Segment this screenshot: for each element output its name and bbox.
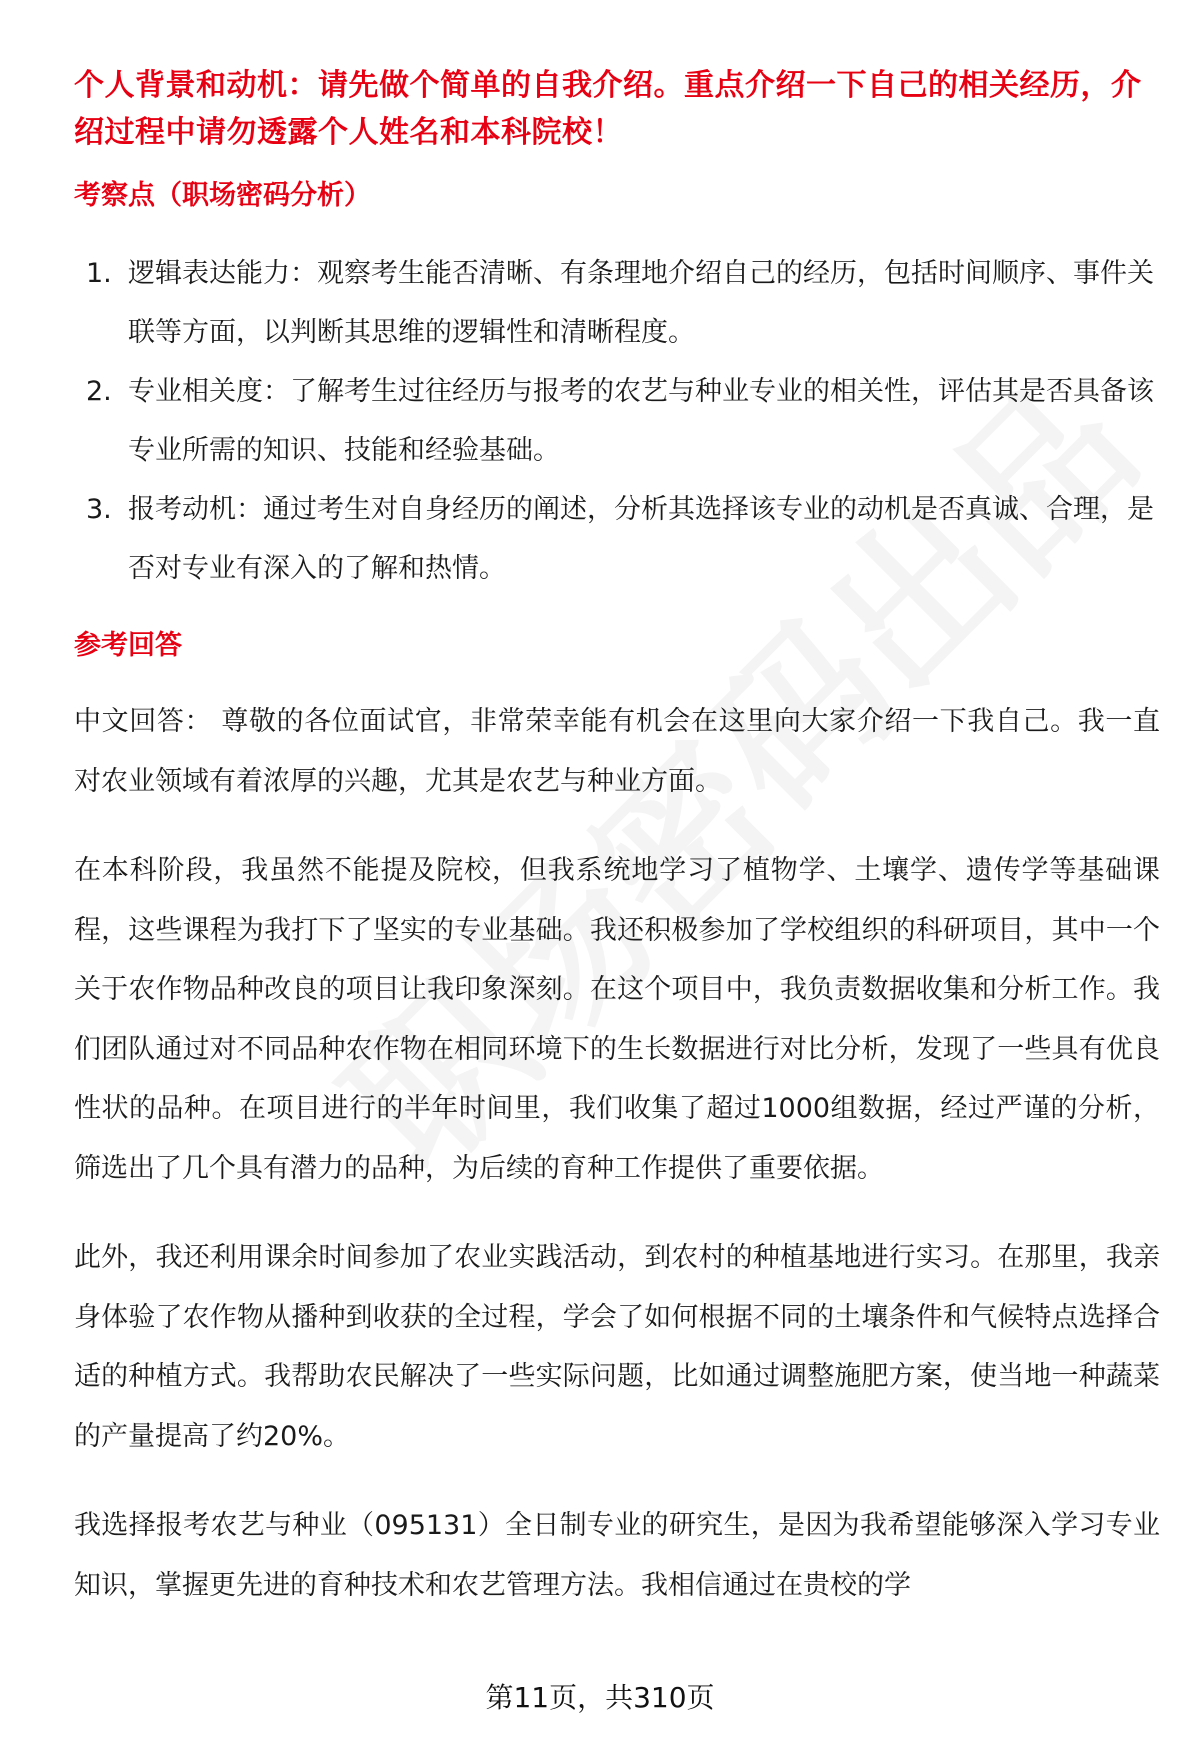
list-item-number: 1. xyxy=(86,258,112,289)
answer-paragraph: 在本科阶段，我虽然不能提及院校，但我系统地学习了植物学、土壤学、遗传学等基础课程，这些课程为我打下了坚实的专业基础。我还积极参加了学校组织的科研项目，其中一个关于农作物品种改良的项目让我印象深刻。在这个项目中，我负责数据收集和分析工作。我们团队通过对不同品种农作物在相同环境下的生长数据进行对比分析，发现了一些具有优良性状的品种。在项目进行的半年时间里，我们收集了超过1000组数据，经过严谨的分析，筛选出了几个具有潜力的品种，为后续的育种工作提供了重要依据。 xyxy=(74,855,1160,1184)
answer-intro: 中文回答： 尊敬的各位面试官，非常荣幸能有机会在这里向大家介绍一下我自己。我一直对农业领域有着浓厚的兴趣，尤其是农艺与种业方面。 xyxy=(74,706,1160,797)
list-item xyxy=(74,480,1160,598)
list-item-text: 逻辑表达能力：观察考生能否清晰、有条理地介绍自己的经历，包括时间顺序、事件关联等方面，以判断其思维的逻辑性和清晰程度。 xyxy=(128,258,1154,348)
question-title: 个人背景和动机：请先做个简单的自我介绍。重点介绍一下自己的相关经历，介绍过程中请勿透露个人姓名和本科院校！ xyxy=(74,68,1142,150)
answer-heading: 参考回答 xyxy=(74,630,182,661)
list-item xyxy=(74,244,1160,362)
list-item-number: 2. xyxy=(86,376,112,407)
answer-paragraph: 我选择报考农艺与种业（095131）全日制专业的研究生，是因为我希望能够深入学习专业知识，掌握更先进的育种技术和农艺管理方法。我相信通过在贵校的学 xyxy=(74,1510,1160,1601)
page-indicator: 第11页，共310页 xyxy=(485,1681,715,1714)
list-item xyxy=(74,362,1160,480)
answer-paragraph: 此外，我还利用课余时间参加了农业实践活动，到农村的种植基地进行实习。在那里，我亲身体验了农作物从播种到收获的全过程，学会了如何根据不同的土壤条件和气候特点选择合适的种植方式。我帮助农民解决了一些实际问题，比如通过调整施肥方案，使当地一种蔬菜的产量提高了约20%。 xyxy=(74,1242,1160,1452)
list-item-number: 3. xyxy=(86,494,112,525)
analysis-points-list xyxy=(74,244,1160,598)
document-page xyxy=(74,62,1160,1615)
analysis-heading: 考察点（职场密码分析） xyxy=(74,180,371,211)
list-item-text: 报考动机：通过考生对自身经历的阐述，分析其选择该专业的动机是否真诚、合理，是否对专业有深入的了解和热情。 xyxy=(128,494,1154,584)
list-item-text: 专业相关度：了解考生过往经历与报考的农艺与种业专业的相关性，评估其是否具备该专业所需的知识、技能和经验基础。 xyxy=(128,376,1154,466)
